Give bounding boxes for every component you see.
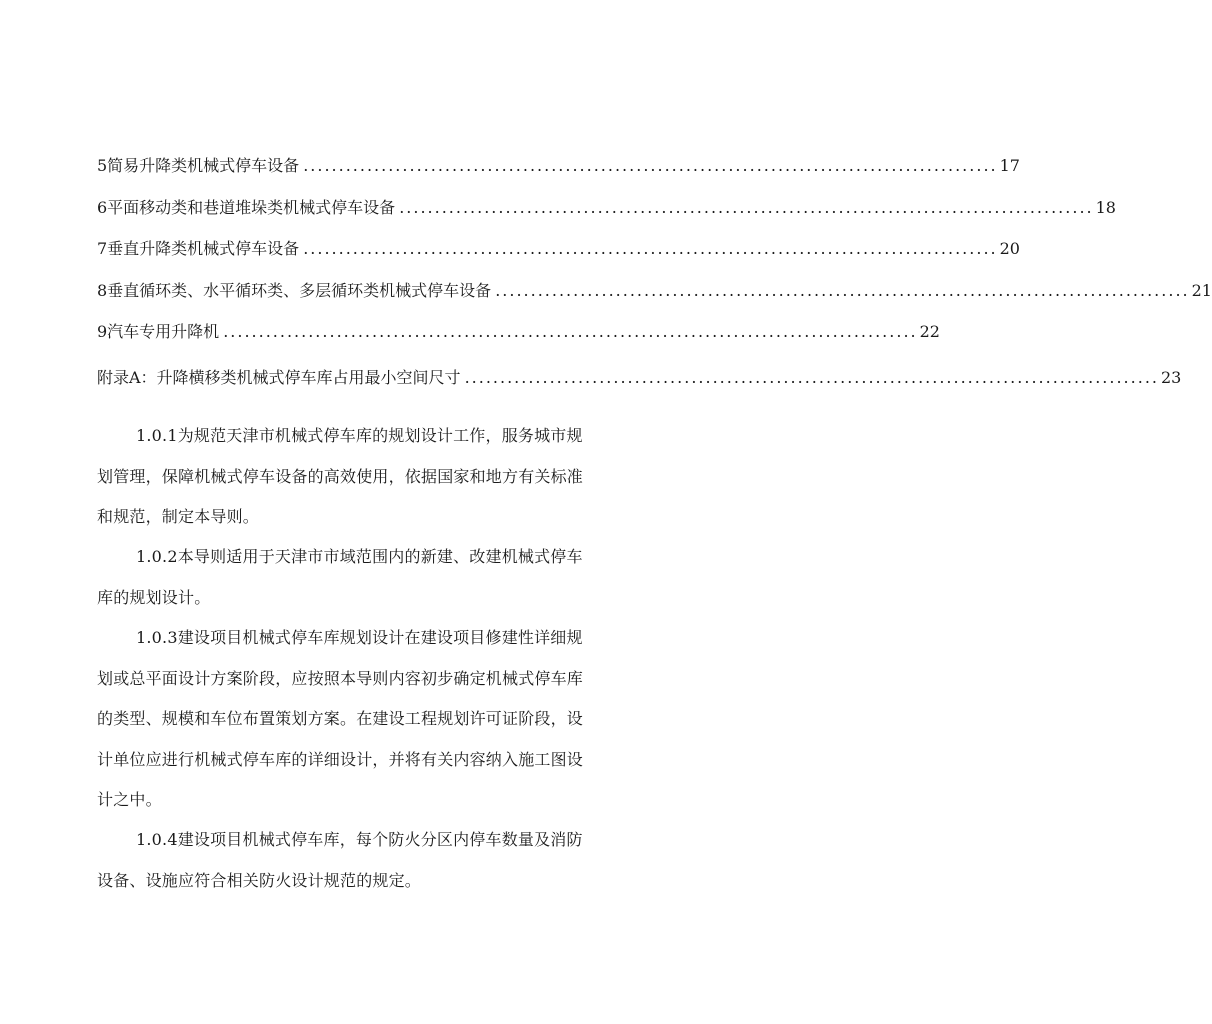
paragraph-2-line-2: 库的规划设计。: [97, 588, 211, 607]
paragraph-1-line-1: 1.0.1为规范天津市机械式停车库的规划设计工作，服务城市规: [136, 426, 583, 445]
toc-entry-title: 附录A：升降横移类机械式停车库占用最小空间尺寸: [97, 368, 461, 387]
paragraph-3-line-4: 计单位应进行机械式停车库的详细设计，并将有关内容纳入施工图设: [97, 750, 584, 769]
paragraph-4-line-2: 设备、设施应符合相关防火设计规范的规定。: [97, 871, 422, 890]
toc-leader-dots: ..................................................................................................: [303, 156, 998, 175]
paragraph-1-line-2: 划管理，保障机械式停车设备的高效使用，依据国家和地方有关标准: [97, 467, 584, 486]
toc-leader-dots: ..................................................................................................: [223, 322, 918, 341]
paragraph-4-line-1: 1.0.4建设项目机械式停车库，每个防火分区内停车数量及消防: [136, 830, 583, 849]
toc-entry-page: 18: [1095, 198, 1116, 217]
paragraph-3-line-2: 划或总平面设计方案阶段，应按照本导则内容初步确定机械式停车库: [97, 669, 584, 688]
toc-entry-page: 22: [919, 322, 940, 341]
toc-entry-title: 9汽车专用升降机: [97, 322, 220, 341]
toc-leader-dots: ..................................................................................................: [495, 281, 1190, 300]
paragraph-3-line-1: 1.0.3建设项目机械式停车库规划设计在建设项目修建性详细规: [136, 628, 583, 647]
toc-leader-dots: ..................................................................................................: [303, 239, 998, 258]
toc-entry[interactable]: [97, 322, 940, 342]
paragraph-2-line-1: 1.0.2本导则适用于天津市市域范围内的新建、改建机械式停车: [136, 547, 583, 566]
toc-entry[interactable]: [97, 281, 1212, 301]
toc-entry-page: 23: [1160, 368, 1182, 387]
toc-entry[interactable]: [97, 368, 1182, 388]
paragraph-1-line-3: 和规范，制定本导则。: [97, 507, 260, 526]
toc-entry-page: 17: [999, 156, 1020, 175]
toc-entry[interactable]: [97, 198, 1116, 218]
toc-leader-dots: ..................................................................................................: [464, 368, 1159, 387]
toc-entry-title: 6平面移动类和巷道堆垛类机械式停车设备: [97, 198, 396, 217]
toc-entry-page: 20: [999, 239, 1020, 258]
toc-entry-page: 21: [1191, 281, 1212, 300]
toc-entry[interactable]: [97, 239, 1020, 259]
toc-entry-title: 8垂直循环类、水平循环类、多层循环类机械式停车设备: [97, 281, 492, 300]
toc-entry-title: 5简易升降类机械式停车设备: [97, 156, 300, 175]
paragraph-3-line-5: 计之中。: [97, 790, 162, 809]
toc-leader-dots: ..................................................................................................: [399, 198, 1094, 217]
toc-entry-title: 7垂直升降类机械式停车设备: [97, 239, 300, 258]
paragraph-3-line-3: 的类型、规模和车位布置策划方案。在建设工程规划许可证阶段，设: [97, 709, 584, 728]
toc-entry[interactable]: [97, 156, 1020, 176]
